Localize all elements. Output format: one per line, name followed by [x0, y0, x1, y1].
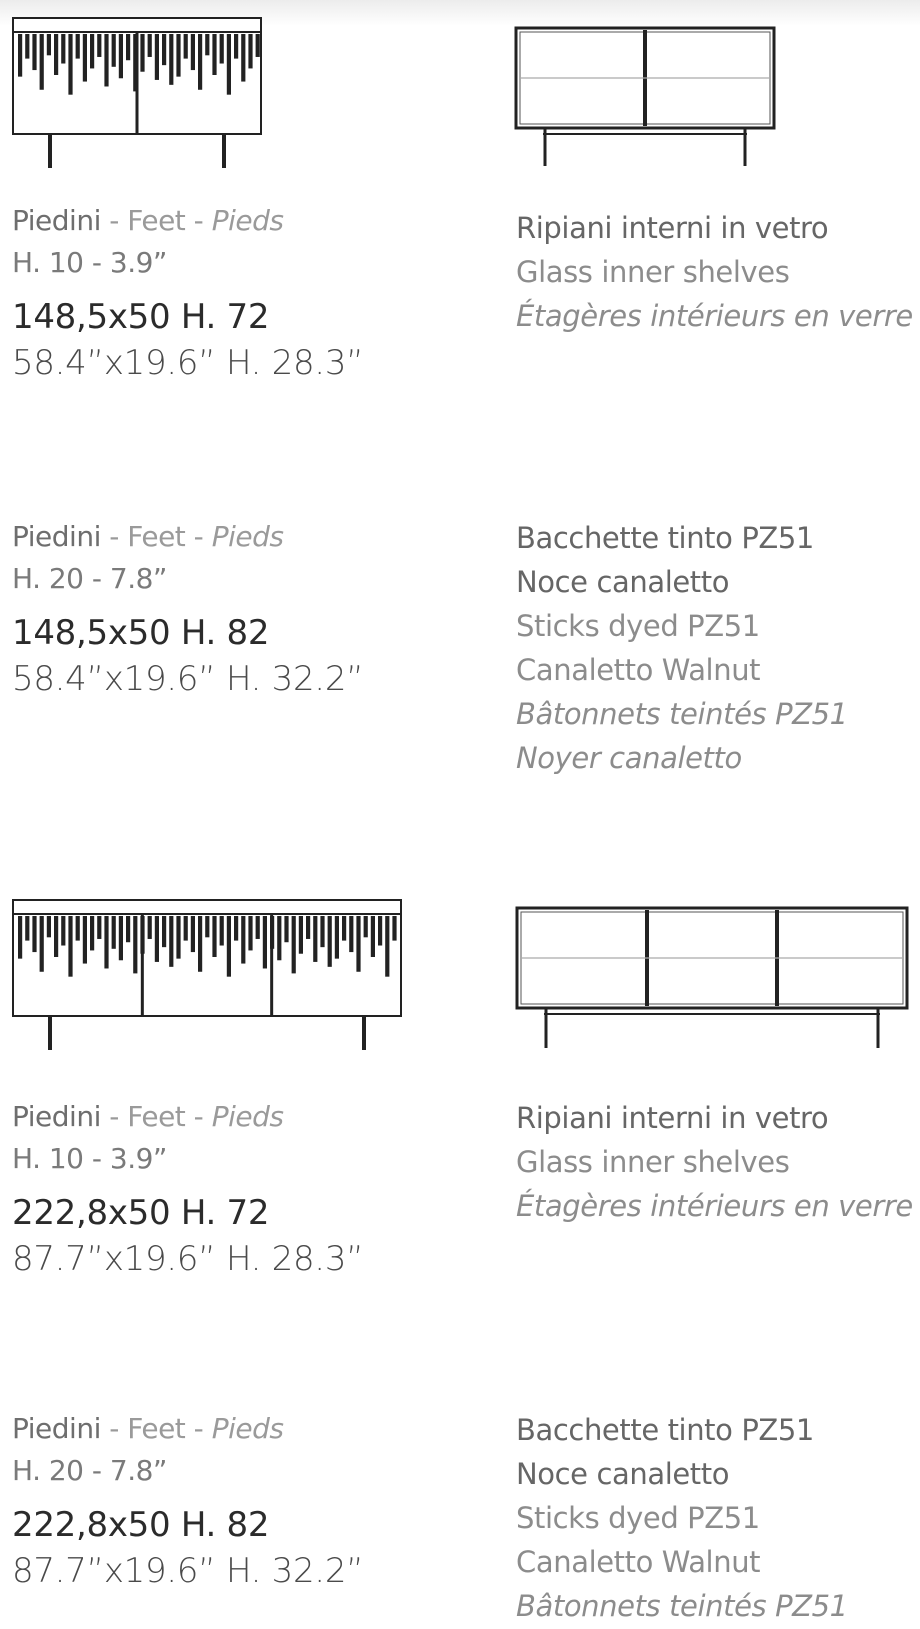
stick	[342, 916, 346, 941]
stick	[241, 916, 245, 964]
stick	[126, 34, 130, 60]
option-line: Ripiani interni in vetro	[516, 211, 829, 245]
stick	[162, 34, 166, 65]
stick	[191, 34, 195, 70]
dimensions-cm: 148,5x50 H. 82	[12, 613, 270, 653]
stick	[198, 916, 202, 972]
option-line: Bacchette tinto PZ51	[516, 1413, 814, 1447]
sideboard-sticks-3door-drawing	[12, 898, 402, 1058]
stick	[335, 916, 339, 959]
stick	[184, 916, 188, 941]
stick	[176, 916, 180, 959]
spec-block-4	[12, 1408, 363, 1594]
stick	[133, 34, 137, 91]
stick	[364, 916, 368, 937]
stick	[277, 916, 281, 960]
stick	[356, 916, 360, 972]
stick	[241, 34, 245, 82]
stick	[349, 916, 353, 952]
feet-height: H. 20 - 7.8”	[12, 562, 167, 595]
option-line: Noyer canaletto	[516, 741, 742, 775]
stick	[299, 916, 303, 954]
feet-height: H. 10 - 3.9”	[12, 1142, 167, 1175]
option-line: Bâtonnets teintés PZ51	[516, 1589, 848, 1623]
option-line: Ripiani interni in vetro	[516, 1101, 829, 1135]
stick	[385, 916, 389, 977]
stick	[126, 916, 130, 942]
stick	[140, 34, 144, 72]
sideboard-glass-2door-drawing	[515, 26, 775, 176]
stick	[227, 34, 231, 95]
dimensions-cm: 222,8x50 H. 72	[12, 1193, 270, 1233]
feet-label: Piedini - Feet - Pieds	[12, 520, 284, 553]
stick	[248, 34, 252, 68]
stick	[104, 34, 108, 86]
feet-height: H. 10 - 3.9”	[12, 246, 167, 279]
stick	[169, 916, 173, 967]
stick	[263, 916, 267, 968]
option-line: Sticks dyed PZ51	[516, 609, 760, 643]
spec-block-3	[12, 1096, 363, 1282]
stick	[248, 916, 252, 950]
option-block-2	[516, 516, 848, 780]
stick	[227, 916, 231, 977]
dimensions-cm: 148,5x50 H. 72	[12, 297, 270, 337]
option-line: Glass inner shelves	[516, 1145, 790, 1179]
stick	[97, 916, 101, 939]
stick	[83, 916, 87, 964]
stick	[313, 916, 317, 962]
option-line: Bacchette tinto PZ51	[516, 521, 814, 555]
option-block-3	[516, 1096, 913, 1228]
stick	[155, 34, 159, 80]
stick	[61, 916, 65, 946]
feet-label: Piedini - Feet - Pieds	[12, 204, 284, 237]
stick	[284, 916, 288, 942]
stick	[292, 916, 296, 973]
stick	[76, 916, 80, 941]
stick	[18, 34, 22, 77]
stick	[176, 34, 180, 77]
feet-label: Piedini - Feet - Pieds	[12, 1100, 284, 1133]
stick	[148, 916, 152, 939]
stick	[25, 916, 29, 941]
stick	[184, 34, 188, 59]
option-line: Étagères intérieurs en verre	[516, 299, 913, 333]
option-line: Bâtonnets teintés PZ51	[516, 697, 848, 731]
spec-block-2	[12, 516, 363, 702]
stick	[328, 916, 332, 967]
spec-block-1	[12, 200, 363, 386]
stick	[205, 916, 209, 937]
stick	[61, 34, 65, 64]
stick	[25, 34, 29, 59]
option-block-1	[516, 206, 913, 338]
dimensions-inches: 87.7”x19.6” H. 28.3”	[12, 1239, 364, 1279]
stick	[256, 916, 260, 939]
stick	[76, 34, 80, 59]
stick	[119, 916, 123, 960]
option-line: Canaletto Walnut	[516, 1545, 761, 1579]
stick	[32, 916, 36, 952]
option-line: Glass inner shelves	[516, 255, 790, 289]
option-block-4	[516, 1408, 848, 1628]
stick	[140, 916, 144, 954]
stick	[68, 916, 72, 977]
stick	[133, 916, 137, 973]
option-line: Sticks dyed PZ51	[516, 1501, 760, 1535]
stick	[47, 916, 51, 937]
stick	[198, 34, 202, 90]
sideboard-top	[13, 18, 261, 32]
stick	[112, 916, 116, 949]
stick	[90, 34, 94, 68]
stick	[205, 34, 209, 55]
dimensions-inches: 87.7”x19.6” H. 32.2”	[12, 1551, 364, 1591]
feet-height: H. 20 - 7.8”	[12, 1454, 167, 1487]
stick	[220, 34, 224, 64]
stick	[306, 916, 310, 939]
dimensions-cm: 222,8x50 H. 82	[12, 1505, 270, 1545]
dimensions-inches: 58.4”x19.6” H. 32.2”	[12, 659, 364, 699]
stick	[32, 34, 36, 70]
stick	[371, 916, 375, 957]
stick	[234, 916, 238, 941]
stick	[212, 916, 216, 957]
stick	[392, 916, 396, 941]
stick	[54, 34, 58, 75]
option-line: Noce canaletto	[516, 565, 730, 599]
stick	[18, 916, 22, 959]
stick	[104, 916, 108, 968]
stick	[191, 916, 195, 952]
option-line: Étagères intérieurs en verre	[516, 1189, 913, 1223]
feet-label: Piedini - Feet - Pieds	[12, 1412, 284, 1445]
stick	[47, 34, 51, 55]
sideboard-top	[13, 900, 401, 914]
stick	[40, 34, 44, 90]
sideboard-glass-3door-drawing	[516, 906, 908, 1058]
stick	[40, 916, 44, 972]
option-line: Noce canaletto	[516, 1457, 730, 1491]
stick	[270, 916, 274, 949]
stick	[83, 34, 87, 82]
stick	[112, 34, 116, 67]
stick	[148, 34, 152, 57]
stick	[68, 34, 72, 95]
stick	[220, 916, 224, 946]
dimensions-inches: 58.4”x19.6” H. 28.3”	[12, 343, 364, 383]
stick	[90, 916, 94, 950]
stick	[119, 34, 123, 78]
stick	[155, 916, 159, 962]
stick	[320, 916, 324, 947]
stick	[162, 916, 166, 947]
stick	[378, 916, 382, 946]
stick	[169, 34, 173, 85]
stick	[54, 916, 58, 957]
stick	[212, 34, 216, 75]
stick	[234, 34, 238, 59]
stick	[97, 34, 101, 57]
stick	[256, 34, 260, 57]
sideboard-sticks-2door-drawing	[12, 16, 262, 176]
option-line: Canaletto Walnut	[516, 653, 761, 687]
